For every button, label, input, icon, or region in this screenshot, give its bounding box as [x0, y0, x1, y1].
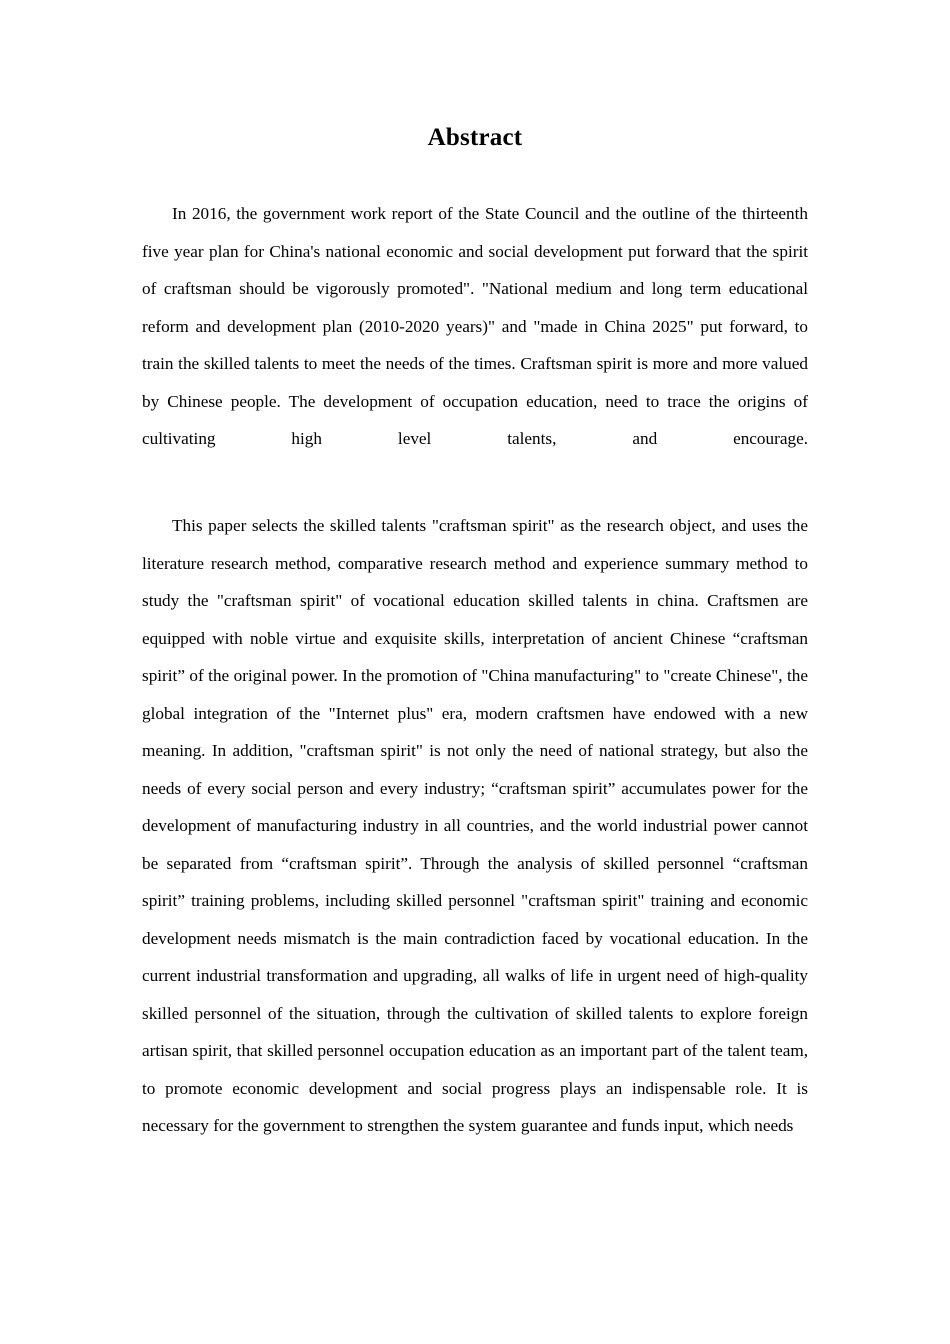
abstract-body [142, 150, 808, 1145]
paragraph: In 2016, the government work report of the State Council and the outline of the thirteenth five year plan for China's national economic and social development put forward that the spirit of craftsman should be vigorously promoted". "National medium and long term educational reform and development plan (2010-2020 years)" and "made in China 2025" put forward, to train the skilled talents to meet the needs of the times. Craftsman spirit is more and more valued by Chinese people. The development of occupation education, need to trace the origins of cultivating high level talents, and encourage. [142, 204, 808, 448]
page-title: Abstract [427, 124, 523, 151]
page-content [142, 0, 808, 1145]
paragraph: This paper selects the skilled talents "craftsman spirit" as the research object, and uses the literature research method, comparative research method and experience summary method to study the "craftsman spirit" of vocational education skilled talents in china. Craftsmen are equipped with noble virtue and exquisite skills, interpretation of ancient Chinese “craftsman spirit” of the original power. In the promotion of "China manufacturing" to "create Chinese", the global integration of the "Internet plus" era, modern craftsmen have endowed with a new meaning. In addition, "craftsman spirit" is not only the need of national strategy, but also the needs of every social person and every industry; “craftsman spirit” accumulates power for the development of manufacturing industry in all countries, and the world industrial power cannot be separated from “craftsman spirit”. Through the analysis of skilled personnel “craftsman spirit” training problems, including skilled personnel "craftsman spirit" training and economic development needs mismatch is the main contradiction faced by vocational education. In the current industrial transformation and upgrading, all walks of life in urgent need of high-quality skilled personnel of the situation, through the cultivation of skilled talents to explore foreign artisan spirit, that skilled personnel occupation education as an important part of the talent team, to promote economic development and social progress plays an indispensable role. It is necessary for the government to strengthen the system guarantee and funds input, which needs [142, 516, 808, 1135]
